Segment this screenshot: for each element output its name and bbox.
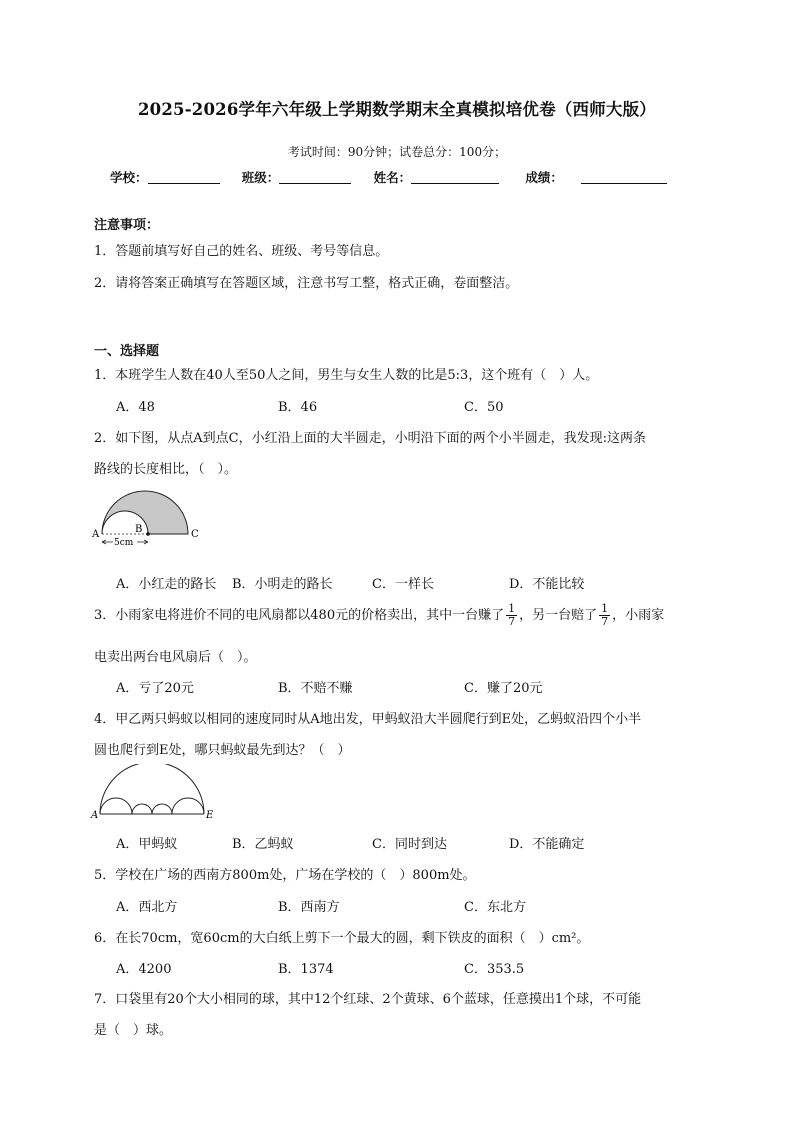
question-3-text-cont: 电卖出两台电风扇后（ ）。 (94, 650, 257, 665)
q6-option-a[interactable]: A．4200 (116, 962, 172, 977)
question-3-text (94, 601, 664, 631)
q2-option-c[interactable]: C．一样长 (372, 577, 434, 592)
name-blank[interactable] (411, 171, 499, 184)
student-info-row (110, 168, 667, 186)
q5-option-a[interactable]: A．西北方 (116, 900, 178, 915)
exam-info: 考试时间：90分钟；试卷总分：100分； (287, 145, 507, 159)
school-blank[interactable] (148, 171, 220, 184)
q3-fraction-1 (506, 603, 517, 628)
name-label: 姓名： (373, 170, 412, 185)
q6-option-b[interactable]: B．1374 (278, 962, 334, 977)
q2-option-d[interactable]: D．不能比较 (509, 577, 585, 592)
question-4-text-cont: 圆也爬行到E处，哪只蚂蚁最先到达？（ ） (94, 743, 351, 758)
q3-frac2-den: 7 (601, 615, 609, 628)
q2-option-a[interactable]: A．小红走的路长 (116, 577, 217, 592)
q5-option-c[interactable]: C．东北方 (464, 900, 526, 915)
q3-text-part3: ，小雨家 (612, 608, 665, 623)
score-label: 成绩： (525, 170, 563, 185)
q1-option-a[interactable]: A．48 (116, 400, 155, 415)
q2-label-a: A (92, 529, 100, 540)
q3-frac2-num: 1 (601, 602, 609, 615)
question-2-text: 2．如下图，从点A到点C，小红沿上面的大半圆走，小明沿下面的两个小半圆走，我发现:这两条 (94, 431, 646, 446)
question-7-text: 7．口袋里有20个大小相同的球，其中12个红球、2个黄球、6个蓝球，任意摸出1个球，不可能 (94, 992, 642, 1007)
q4-label-e: E (206, 810, 214, 821)
q5-option-b[interactable]: B．西南方 (278, 900, 340, 915)
q4-option-c[interactable]: C．同时到达 (372, 837, 447, 852)
notes-item: 2．请将答案正确填写在答题区域，注意书写工整，格式正确，卷面整洁。 (94, 276, 519, 291)
q3-text-part1: 3．小雨家电将进价不同的电风扇都以480元的价格卖出，其中一台赚了 (94, 608, 505, 623)
class-label: 班级： (241, 170, 280, 185)
question-2-text-cont: 路线的长度相比，（ ）。 (94, 462, 238, 477)
q3-option-a[interactable]: A．亏了20元 (116, 681, 194, 696)
school-label: 学校： (110, 170, 148, 185)
q2-length-label: 5cm (114, 538, 134, 548)
question-6-text: 6．在长70cm，宽60cm的大白纸上剪下一个最大的圆，剩下铁皮的面积（ ）cm²。 (94, 931, 590, 946)
q4-option-d[interactable]: D．不能确定 (509, 837, 585, 852)
q2-option-b[interactable]: B．小明走的路长 (232, 577, 333, 592)
q4-semicircles-figure (88, 764, 218, 822)
q2-label-b: B (135, 524, 143, 535)
q3-text-part2: ，另一台赔了 (519, 608, 598, 623)
question-5-text: 5．学校在广场的西南方800m处，广场在学校的（ ）800m处。 (94, 868, 476, 883)
q6-option-c[interactable]: C．353.5 (464, 962, 525, 977)
q4-option-b[interactable]: B．乙蚂蚁 (232, 837, 294, 852)
q2-semicircle-figure (88, 486, 214, 552)
q1-option-b[interactable]: B．46 (278, 400, 318, 415)
q4-option-a[interactable]: A．甲蚂蚁 (116, 837, 178, 852)
question-4-text: 4．甲乙两只蚂蚁以相同的速度同时从A地出发，甲蚂蚁沿大半圆爬行到E处，乙蚂蚁沿四个小半 (94, 712, 642, 727)
class-blank[interactable] (279, 171, 351, 184)
notes-item: 1．答题前填写好自己的姓名、班级、考号等信息。 (94, 244, 389, 259)
section-heading: 一、选择题 (94, 344, 160, 359)
page-title: 2025-2026学年六年级上学期数学期末全真模拟培优卷（西师大版） (138, 100, 656, 119)
q2-label-c: C (191, 529, 199, 540)
q3-option-b[interactable]: B．不赔不赚 (278, 681, 353, 696)
q4-label-a: A (91, 810, 99, 821)
q1-option-c[interactable]: C．50 (464, 400, 504, 415)
q3-frac1-den: 7 (508, 615, 516, 628)
notes-heading: 注意事项： (94, 218, 160, 233)
q3-frac1-num: 1 (508, 602, 516, 615)
question-1-text: 1．本班学生人数在40人至50人之间，男生与女生人数的比是5:3，这个班有（ ）人。 (94, 368, 599, 383)
q3-fraction-2 (599, 603, 610, 628)
q3-option-c[interactable]: C．赚了20元 (464, 681, 543, 696)
score-blank[interactable] (581, 171, 667, 184)
question-7-text-cont: 是（ ）球。 (94, 1023, 173, 1038)
